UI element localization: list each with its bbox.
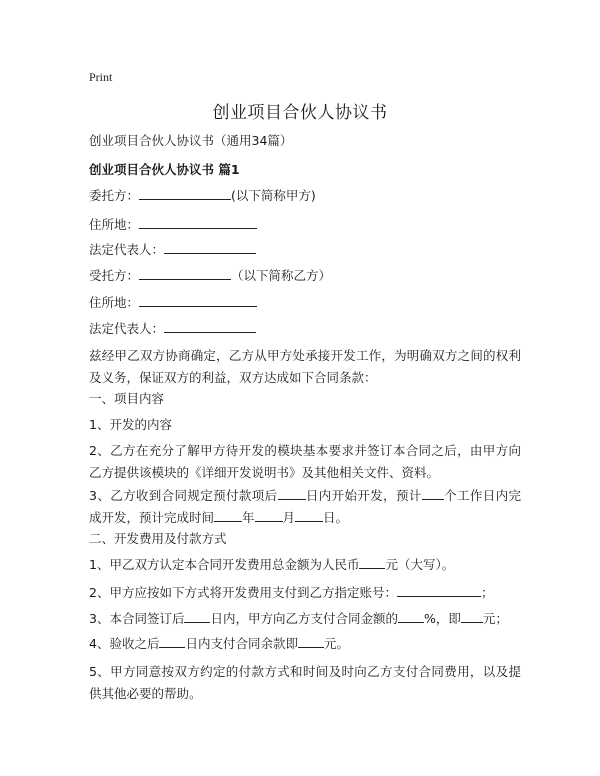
document-title: 创业项目合伙人协议书 [212, 103, 388, 123]
address-a-label: 住所地： [89, 217, 140, 232]
party-a-blank [139, 186, 231, 200]
rep-a-label: 法定代表人： [89, 242, 165, 257]
party-b-note: （以下简称乙方） [231, 268, 332, 283]
clause-2-2-blank [397, 583, 481, 597]
clause-1-1: 1、开发的内容 [89, 417, 172, 432]
clause-2-4-blank-2 [298, 634, 324, 648]
clause-1-3-blank-2 [422, 486, 444, 500]
clause-2-3-blank-2 [398, 609, 424, 623]
rep-b-blank [164, 319, 256, 333]
clause-2-3 [89, 609, 508, 629]
clause-1-3-blank-4 [255, 508, 283, 522]
clause-2-3-text-1: 3、本合同签订后 [89, 611, 185, 626]
clause-1-3 [89, 485, 521, 529]
clause-2-1-text-2: 元（大写）。 [385, 557, 455, 572]
party-b-blank [139, 266, 231, 280]
clause-2-3-text-2: 日内，甲方向乙方支付合同金额的 [210, 611, 398, 626]
clause-2-3-text-3: %，即 [423, 611, 461, 626]
clause-2-4 [89, 634, 349, 654]
clause-2-4-text-2: 日内支付合同余款即 [185, 636, 298, 651]
clause-2-5: 5、甲方同意按双方约定的付款方式和时间及时向乙方支付合同费用，以及提供其他必要的帮助。 [89, 664, 521, 701]
address-b-line [89, 293, 257, 313]
clause-2-3-blank-3 [461, 609, 483, 623]
section-heading: 创业项目合伙人协议书 篇1 [89, 162, 240, 177]
address-b-blank [139, 293, 257, 307]
address-b-label: 住所地： [89, 295, 140, 310]
clause-1-2: 2、乙方在充分了解甲方待开发的模块基本要求并签订本合同之后，由甲方向乙方提供该模块的《详细开发说明书》及其他相关文件、资料。 [89, 443, 521, 480]
clause-1-3-text-2: 日内开始开发，预计 [305, 488, 422, 503]
rep-a-line [89, 240, 256, 260]
clause-1-3-text-4: 年 [242, 510, 255, 525]
clause-1-3-blank-3 [214, 508, 242, 522]
party-b-line [89, 266, 331, 286]
clause-2-2 [89, 583, 493, 603]
print-link[interactable]: Print [89, 70, 113, 84]
clause-1-3-text-3: 个工作日内完成开发，预计完成时间 [89, 488, 521, 525]
clause-1-3-text-6: 日。 [323, 510, 349, 525]
clause-1-3-blank-1 [278, 486, 306, 500]
party-a-note: (以下简称甲方) [231, 188, 316, 203]
clause-2-4-text-3: 元。 [323, 636, 349, 651]
clause-2-2-text-2: ； [480, 585, 494, 600]
clause-2-4-blank-1 [159, 634, 185, 648]
clause-2-3-text-4: 元； [482, 611, 508, 626]
intro-paragraph: 兹经甲乙双方协商确定，乙方从甲方处承接开发工作，为明确双方之间的权利及义务，保证双方的利益，双方达成如下合同条款： [89, 348, 521, 385]
section-1-heading: 一、项目内容 [89, 391, 165, 406]
clause-1-3-text-1: 3、乙方收到合同规定预付款项后 [89, 488, 278, 503]
clause-1-3-text-5: 月 [282, 510, 296, 525]
clause-2-1 [89, 555, 454, 575]
clause-1-3-blank-5 [295, 508, 323, 522]
rep-b-line [89, 319, 256, 339]
clause-2-1-blank [359, 555, 385, 569]
section-2-heading: 二、开发费用及付款方式 [89, 531, 227, 546]
party-b-label: 受托方： [89, 268, 140, 283]
address-a-blank [139, 215, 257, 229]
address-a-line [89, 215, 257, 235]
clause-2-1-text-1: 1、甲乙双方认定本合同开发费用总金额为人民币 [89, 557, 360, 572]
rep-a-blank [164, 240, 256, 254]
party-a-line [89, 186, 316, 206]
document-subtitle: 创业项目合伙人协议书（通用34篇） [89, 133, 293, 148]
rep-b-label: 法定代表人： [89, 321, 165, 336]
clause-2-4-text-1: 4、验收之后 [89, 636, 160, 651]
clause-2-3-blank-1 [184, 609, 210, 623]
party-a-label: 委托方： [89, 188, 140, 203]
clause-2-2-text-1: 2、甲方应按如下方式将开发费用支付到乙方指定账号： [89, 585, 397, 600]
